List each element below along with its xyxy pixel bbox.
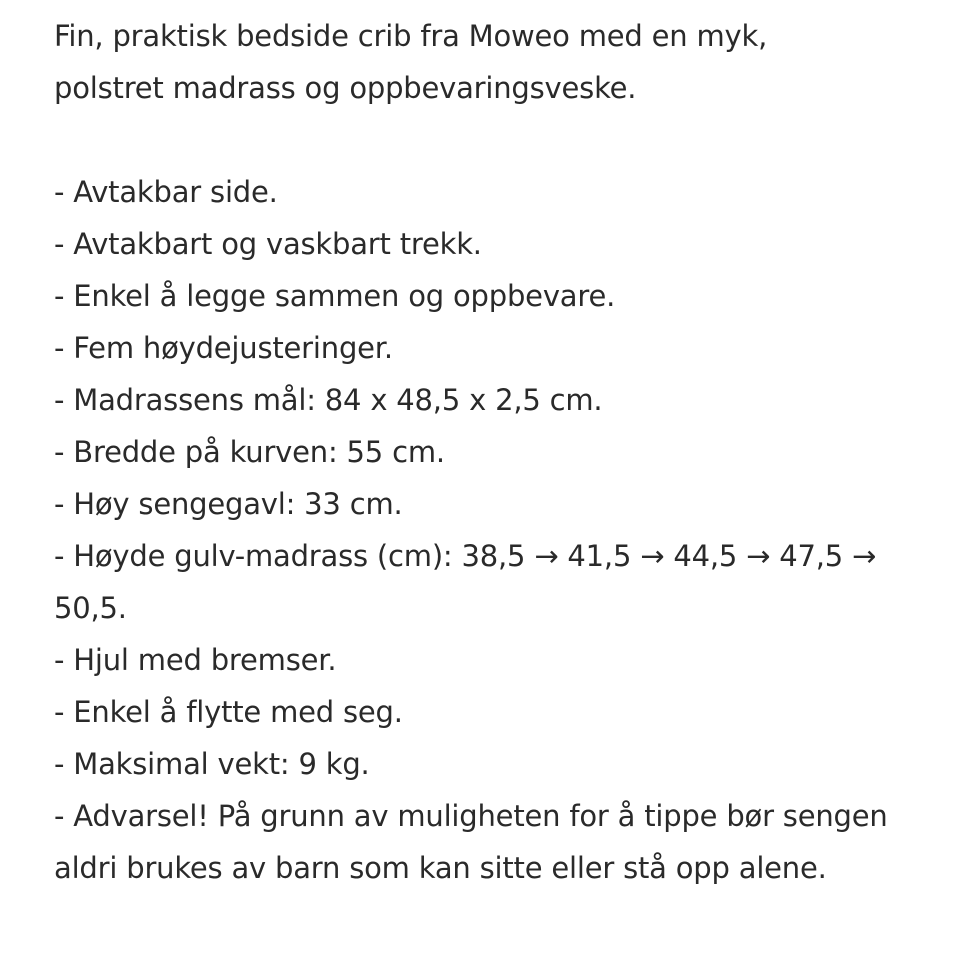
- feature-item-wheels-brakes: - Hjul med bremser.: [54, 643, 337, 677]
- intro-line-2: polstret madrass og oppbevaringsveske.: [54, 71, 637, 105]
- feature-item-basket-width: - Bredde på kurven: 55 cm.: [54, 435, 445, 469]
- description-intro: [54, 10, 934, 114]
- paragraph-spacer: [54, 114, 934, 166]
- feature-item-removable-side: - Avtakbar side.: [54, 175, 278, 209]
- feature-item-headboard-height: - Høy sengegavl: 33 cm.: [54, 487, 403, 521]
- feature-item-max-weight: - Maksimal vekt: 9 kg.: [54, 747, 370, 781]
- feature-item-floor-mattress-height: - Høyde gulv-madrass (cm): 38,5 → 41,5 → 44,5 → 47,5 → 50,5.: [54, 539, 877, 625]
- feature-item-mattress-size: - Madrassens mål: 84 x 48,5 x 2,5 cm.: [54, 383, 603, 417]
- feature-item-washable-cover: - Avtakbart og vaskbart trekk.: [54, 227, 482, 261]
- feature-list: [54, 166, 934, 894]
- feature-item-portable: - Enkel å flytte med seg.: [54, 695, 403, 729]
- feature-item-height-adjustments: - Fem høydejusteringer.: [54, 331, 393, 365]
- feature-item-foldable: - Enkel å legge sammen og oppbevare.: [54, 279, 616, 313]
- feature-item-warning: - Advarsel! På grunn av muligheten for å tippe bør sengen aldri brukes av barn som kan sitte eller stå opp alene.: [54, 799, 888, 885]
- product-description: [54, 10, 934, 894]
- intro-line-1: Fin, praktisk bedside crib fra Moweo med en myk,: [54, 19, 768, 53]
